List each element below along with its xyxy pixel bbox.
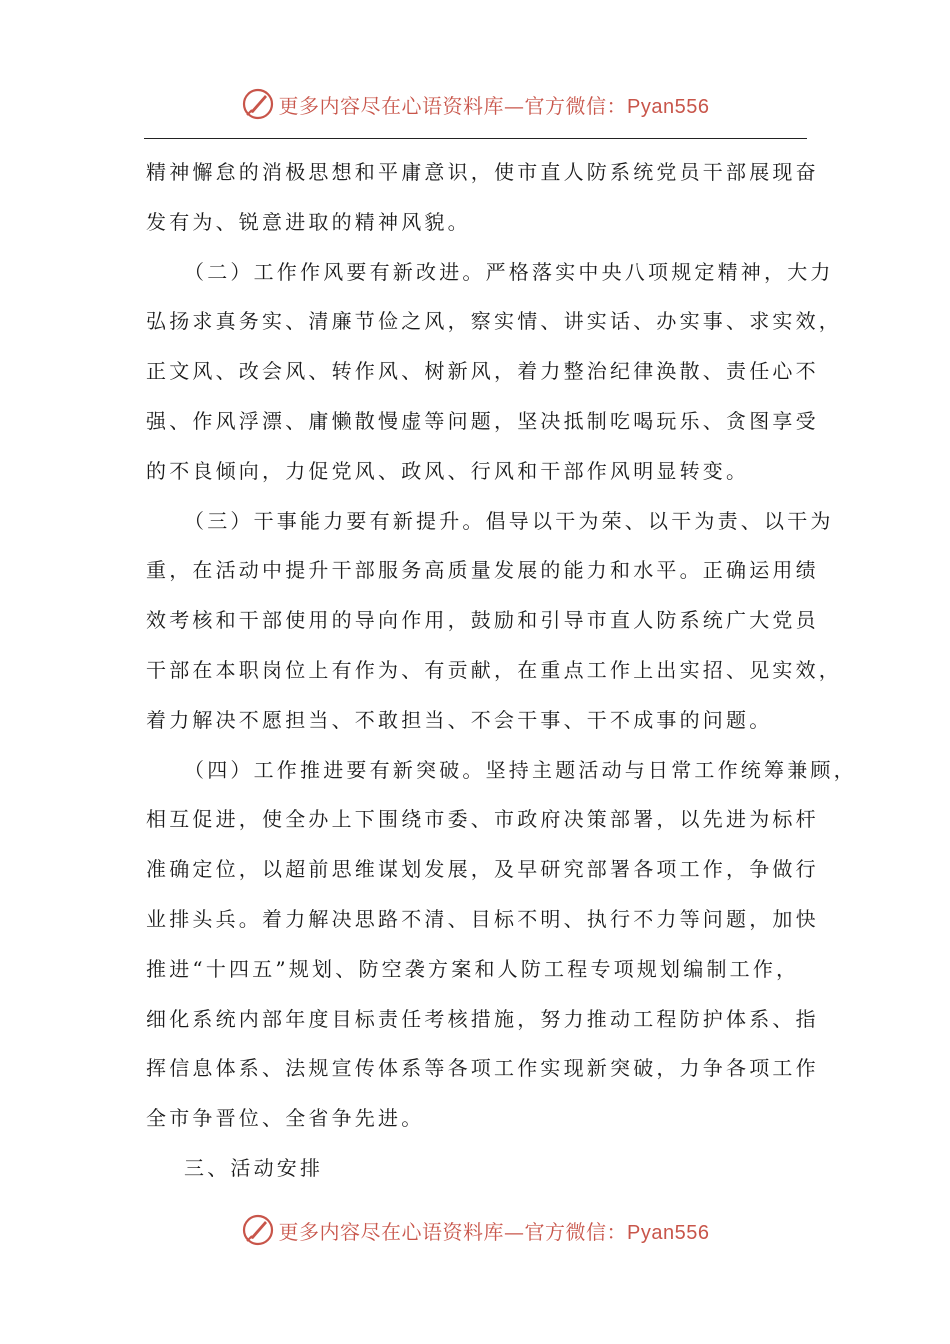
text-line: （二）工作作风要有新改进。严格落实中央八项规定精神，大力 <box>184 259 834 284</box>
watermark-text-main: 更多内容尽在心语资料库— <box>278 93 525 118</box>
quill-logo-icon <box>241 1213 275 1247</box>
text-line: 着力解决不愿担当、不敢担当、不会干事、干不成事的问题。 <box>146 707 773 732</box>
text-line: 推进“十四五”规划、防空袭方案和人防工程专项规划编制工作， <box>146 956 800 981</box>
section-heading: 三、活动安排 <box>184 1155 324 1180</box>
text-line: （三）干事能力要有新提升。倡导以干为荣、以干为责、以干为 <box>184 508 834 533</box>
text-line: 发有为、锐意进取的精神风貌。 <box>146 209 471 234</box>
text-line: 精神懈怠的消极思想和平庸意识，使市直人防系统党员干部展现奋 <box>146 160 819 184</box>
document-body <box>146 148 857 1194</box>
header-rule <box>144 138 807 139</box>
text-line: 准确定位，以超前思维谋划发展，及早研究部署各项工作，争做行 <box>146 857 819 882</box>
text-line: （四）工作推进要有新突破。坚持主题活动与日常工作统筹兼顾， <box>184 757 857 782</box>
text-line: 细化系统内部年度目标责任考核措施，努力推动工程防护体系、指 <box>146 1006 819 1031</box>
text-line: 重，在活动中提升干部服务高质量发展的能力和水平。正确运用绩 <box>146 558 819 583</box>
text-line: 效考核和干部使用的导向作用，鼓励和引导市直人防系统广大党员 <box>146 608 819 633</box>
quill-logo-icon <box>241 87 275 121</box>
watermark-text-tail: 官方微信：Pyan556 <box>524 95 710 118</box>
footer-watermark <box>0 1210 950 1250</box>
text-line: 全市争晋位、全省争先进。 <box>146 1106 425 1131</box>
header-watermark <box>0 84 950 124</box>
watermark-text-main: 更多内容尽在心语资料库— <box>278 1219 525 1244</box>
text-line: 的不良倾向，力促党风、政风、行风和干部作风明显转变。 <box>146 458 750 483</box>
text-line: 强、作风浮漂、庸懒散慢虚等问题，坚决抵制吃喝玩乐、贪图享受 <box>146 408 819 433</box>
watermark-text-tail: 官方微信：Pyan556 <box>524 1221 710 1244</box>
text-line: 相互促进，使全办上下围绕市委、市政府决策部署，以先进为标杆 <box>146 807 819 832</box>
text-line: 业排头兵。着力解决思路不清、目标不明、执行不力等问题，加快 <box>146 906 819 931</box>
text-line: 挥信息体系、法规宣传体系等各项工作实现新突破，力争各项工作 <box>146 1056 819 1081</box>
text-line: 弘扬求真务实、清廉节俭之风，察实情、讲实话、办实事、求实效， <box>146 309 842 334</box>
text-line: 正文风、改会风、转作风、树新风，着力整治纪律涣散、责任心不 <box>146 359 819 384</box>
text-line: 干部在本职岗位上有作为、有贡献，在重点工作上出实招、见实效， <box>146 657 842 682</box>
